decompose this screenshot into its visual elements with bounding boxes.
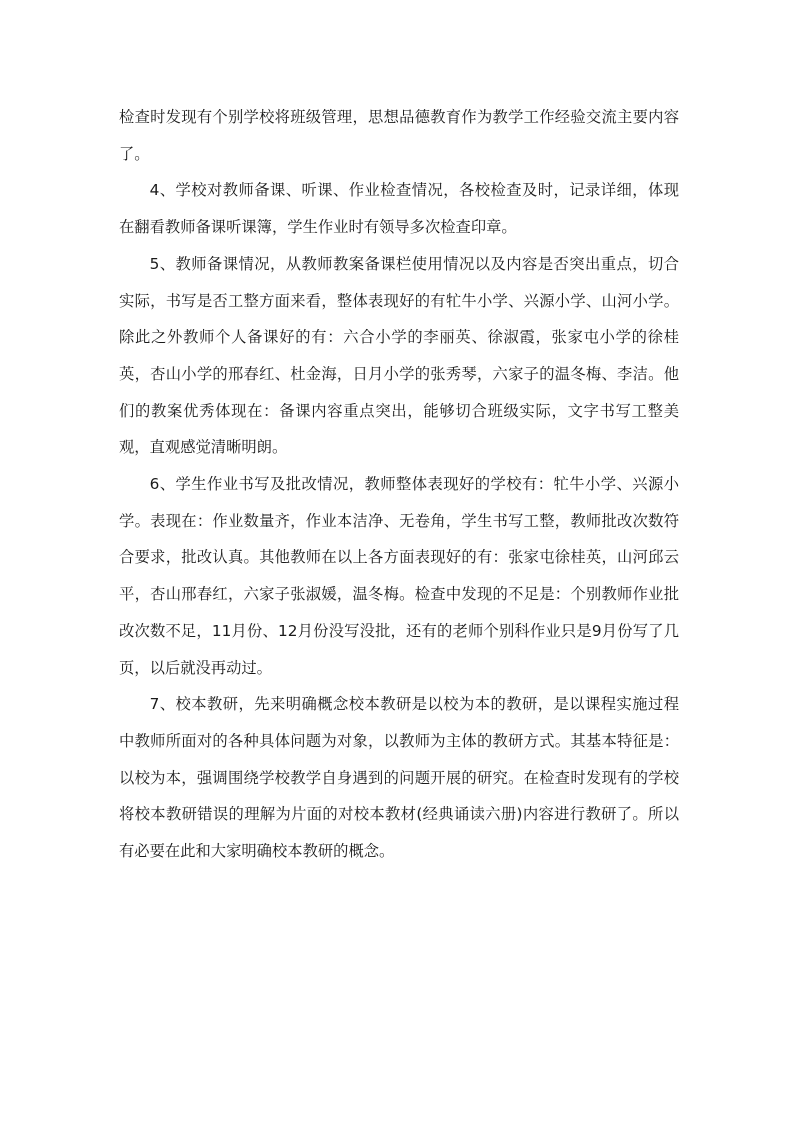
- paragraph-item-6: 6、学生作业书写及批改情况，教师整体表现好的学校有：牤牛小学、兴源小学。表现在：作业数量齐，作业本洁净、无卷角，学生书写工整，教师批改次数符合要求，批改认真。其他教师在以上各方面表现好的有：张家屯徐桂英，山河邱云平，杏山邢春红，六家子张淑媛，温冬梅。检查中发现的不足是：个别教师作业批改次数不足，11月份、12月份没写没批，还有的老师个别科作业只是9月份写了几页，以后就没再动过。: [119, 475, 679, 677]
- paragraph-item-4: 4、学校对教师备课、听课、作业检查情况，各校检查及时，记录详细，体现在翻看教师备课听课簿，学生作业时有领导多次检查印章。: [119, 181, 679, 237]
- document-body: [119, 99, 679, 870]
- paragraph-item-7: 7、校本教研，先来明确概念校本教研是以校为本的教研，是以课程实施过程中教师所面对的各种具体问题为对象，以教师为主体的教研方式。其基本特征是：以校为本，强调围绕学校教学自身遇到的问题开展的研究。在检查时发现有的学校将校本教研错误的理解为片面的对校本教材(经典诵读六册)内容进行教研了。所以有必要在此和大家明确校本教研的概念。: [119, 695, 679, 861]
- paragraph-item-5: 5、教师备课情况，从教师教案备课栏使用情况以及内容是否突出重点，切合实际，书写是否工整方面来看，整体表现好的有牤牛小学、兴源小学、山河小学。除此之外教师个人备课好的有：六合小学的李丽英、徐淑霞，张家屯小学的徐桂英，杏山小学的邢春红、杜金海，日月小学的张秀琴，六家子的温冬梅、李洁。他们的教案优秀体现在：备课内容重点突出，能够切合班级实际，文字书写工整美观，直观感觉清晰明朗。: [119, 254, 679, 457]
- paragraph-continuation: 检查时发现有个别学校将班级管理，思想品德教育作为教学工作经验交流主要内容了。: [119, 108, 679, 163]
